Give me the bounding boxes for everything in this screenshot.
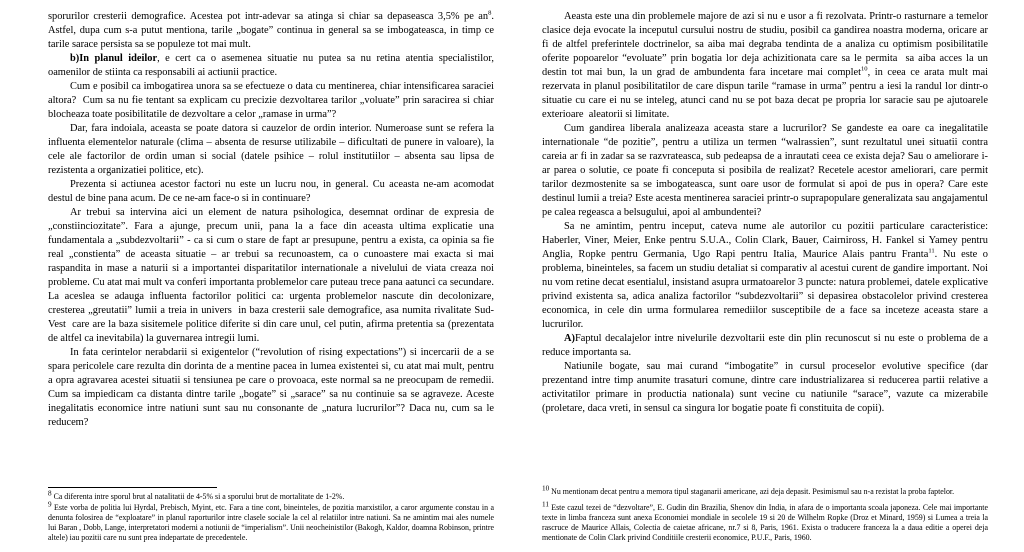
right-body-text: [542, 10, 988, 416]
text-run: , in ceea ce arata mult mai rezervata in planul posibilitatilor de care dispun tarile “ramase in urma” pentru a iesi la randul lor dintr-o situatie cu care ei nu se inteleg, atunci cand nu se pot baza decat pe propria lor saracie sau pe ajutoarele exterioare aleatorii si limitate.: [542, 66, 988, 120]
right-footnotes: [542, 484, 988, 544]
footnote-item: [48, 500, 494, 543]
paragraph: [542, 10, 988, 122]
text-run: . Nu este o problema, bineinteles, sa facem un studiu detaliat si comparativ al acestui curent de gandire important. Noi nu vom retine decat esentialul, insistand asupra urmatoarelor 3 puncte: natura problemei, datele explicative privind existenta sa, adica analiza factorilor “subdezvoltarii” si depasirea obstacolelor privind cresterea economica, in cele din urma formularea remediilor susceptibile de a face sa inceteze aceasta stare a lucrurilor.: [542, 248, 988, 330]
footnote-text: Este vorba de politia lui Hyrdal, Prebisch, Myint, etc. Fara a tine cont, bineinteles, de pozitia marxistilor, a caror argumente constau in a denunta folosirea de “exploatare” in planul raporturilor intre clasele sociale la cel al relatiilor intre natiuni. Sa ne amintim mai ales numele lui Baran , Dobb, Lange, interpretatori moderni a notiunii de “imperialism”. Unii neocheinistilor (Bakogh, Kaldor, doamna Robinson, printre altele) iau pozitii care nu sunt prea indepartate de precedentele.: [48, 503, 494, 543]
text-run: Aeasta este una din problemele majore de azi si nu e usor a fi rezolvata. Printr-o rasturnare a temelor clasice deja evocate la inceputul cursului nostru de studiu, posibil ca gandirea noastra moderna, oricare ar fi de altfel preferintele doctrinelor, sa aiba mai degraba tendinta de a analiza cu optimism posibilitatile oferite popoarelor “evoluate” prin bogatia lor deja achizitionata care sa le permita sa aiba acces la un destin tot mai bun, la un grad de ambundenta fara incetare mai complet: [542, 11, 988, 78]
footnote-ref-11: 11: [928, 247, 935, 255]
footnote-text: Nu mentionam decat pentru a memora tipul staganarii americane, azi deja depasit. Pesimismul sau n-a rezistat la proba faptelor.: [549, 487, 955, 497]
footnote-item: [48, 489, 494, 502]
paragraph: [542, 332, 988, 360]
left-body-text: [48, 10, 494, 430]
paragraph: [48, 52, 494, 80]
footnote-item: [542, 484, 988, 497]
footnote-marker: 10: [542, 484, 550, 493]
right-page-column: [512, 0, 1024, 552]
footnote-separator: [48, 487, 217, 488]
text-run: , e cert ca o asemenea situatie nu putea sa nu retina atentia specialistilor, oamenilor de stiinta ca responsabili ai actiunii practice.: [48, 52, 494, 78]
text-run: Cum gandirea liberala analizeaza aceasta stare a lucrurilor? Se gandeste ea oare ca inegalitatile internationale “de pozitie”, pentru a utiliza un termen “walrassien”, sunt rezultatul unei situatii contra careia ar fi in zadar sa se razvrateasca, sub pedeapsa de a inrautati ceea ce exista deja? Sau o ameliorare i-ar parea o solutie, ce poate fi conceputa si posibila de realizat? Recetele acestor ameliorari, care permit tarilor dezmostenite sa se imbogateasca, sunt oare usor de formulat si apoi de pus in opera? Care este destinul lumii a treia? Este acesta mentinerea saraciei printr-o suprapopulare generalizata sau angajamentul pe calea regeasca a belsugului, apoi al ambundentei?: [542, 122, 988, 218]
footnote-ref-8: 8: [488, 9, 492, 17]
footnote-item: [542, 500, 988, 543]
text-run: Faptul decalajelor intre nivelurile dezvoltarii este din plin recunoscut si nu este o problema de a reduce importanta sa.: [542, 332, 988, 358]
paragraph: [48, 10, 494, 52]
text-run: Prezenta si actiunea acestor factori nu este un lucru nou, in general. Cu aceasta ne-am acomodat destul de bine pana acum. De ce ne-am face-o si in continuare?: [48, 178, 494, 204]
footnote-marker: 9: [48, 500, 52, 509]
left-column-spacer: [48, 430, 494, 482]
footnote-ref-10: 10: [861, 65, 868, 73]
heading-run-b: b)In planul ideilor: [70, 52, 158, 64]
left-footnotes: [48, 487, 494, 544]
text-run: Cum e posibil ca imbogatirea unora sa se efectueze o data cu mentinerea, chiar intensificarea saraciei altora? Cum sa nu fie tentant sa explicam cu precizie dezvoltarea tarilor „voluate” prin saracirea si chiar blocheaza toate posibilitatile de dezvoltare a celor „ramase in urma”?: [48, 80, 494, 120]
paragraph: [48, 122, 494, 178]
heading-run-a: A): [564, 332, 575, 344]
text-run: sporurilor cresterii demografice. Acestea pot intr-adevar sa atinga si chiar sa depaseasca 3,5% pe an: [48, 11, 489, 22]
footnote-text: Este cazul tezei de “dezvoltare”, E. Gudin din Brazilia, Shenov din India, in afara de o importanta scoala japoneza. Cele mai importante texte in limba franceza sunt anexa Economiei mondiale in secolele 19 si 20 de Wilhelm Ropke (Droz et Minard, 1959) si Lumea a treia la rascruce de Maurice Allais, Colectia de caietae africane, nr.7 si 8, Paris, 1961. Exista o traducere franceza la a daua editie a operei deja mentionate de Colin Clark privind Conditiile cresterii economice, P.U.F., Paris, 1960.: [542, 503, 988, 543]
paragraph: [48, 80, 494, 122]
footnote-text: Ca diferenta intre sporul brut al natalitatii de 4-5% si a sporului brut de mortalitate de 1-2%.: [51, 492, 345, 502]
paragraph: [542, 122, 988, 220]
paragraph: [48, 206, 494, 346]
text-run: Sa ne amintim, pentru inceput, cateva nume ale autorilor cu pozitii particulare caracteristice: Haberler, Viner, Meier, Enke pentru S.U.A., Colin Clark, Bauer, Cairniross, H. Fankel si Yamey pentru Anglia, Ropke pentru Germania, Ugo Rapi pentru Italia, Maurice Alais pantru Franta: [542, 220, 988, 260]
paragraph: [48, 178, 494, 206]
text-run: Ar trebui sa intervina aici un element de natura psihologica, desemnat ordinar de expresia de „constiinciozitate”. Fara a ajunge, precum unii, pana la a face din aceasta ultima explicatie una fundamentala a „subdezvoltarii” - ca si cum o stare de fapt ar presupune, pentru a exista, ca opinia sa fie real „constienta” de aceasta situatie – ar trebui sa recunoastem, ca o cunoastere mai exacta si mai raspandita in mase a naturii si a importantei disparitatilor internationale a nivelului de viata creaza noi probleme. Cu atat mai mult va conferi importanta problemelor care puteau trece pana aatunci ca secundare. La aceslea se adauga influenta factorilor politici ca: urgenta problemelor nascute din decolonizare, cresterea „greutatii” lumii a treia in univers in baza cresterii sale demografice, asa numita rivalitate Sud- Vest care are la baza sisitemele politice diferite si din care unul, cel putin, afirma pretentia sa (prezentata de altfel ca inevitabila) la guvernarea intregii lumi.: [48, 206, 494, 344]
text-run: Dar, fara indoiala, aceasta se poate datora si cauzelor de ordin interior. Numeroase sunt se refera la influenta elementelor naturale (clima – absenta de resurse utilizabile – dificultati de punere in valoare), la cele ale factorilor de ordin uman si social (datele psihice – rolul institutiilor – absenta sau lipsa de rezistenta a organizatiei politice, etc).: [48, 122, 494, 176]
right-column-spacer: [542, 416, 988, 482]
text-run: . Astfel, dupa cum s-a putut mentiona, tarile „bogate” continua in general sa se imbogateasca, in timp ce tarile sarace persista sa se populeze tot mai mult.: [48, 11, 494, 50]
paragraph: [542, 220, 988, 332]
footnote-marker: 11: [542, 500, 549, 509]
footnote-marker: 8: [48, 489, 52, 498]
paragraph: [542, 360, 988, 416]
text-run: Natiunile bogate, sau mai curand “imbogatite” in cursul proceselor evolutive specifice (dar prezentand intre timp anumite trasaturi comune, dintre care industrializarea si reducerea partii relative a activitatilor primare in productia nationala) sunt vecine cu natiunile “sarace”, vazute ca mizerabile (proletare, daca vreti, in sensul ca singura lor bogatie poate fi constituita de copii).: [542, 360, 988, 414]
text-run: In fata cerintelor nerabdarii si exigentelor (“revolution of rising expectations”) si incercarii de a se spara pericolele care rezulta din dorinta de a mentine pacea in lumea existentei si, cu atat mai mult, pentru a opra agravarea acestei situatii si tensiunea pe care o provoaca, este normal sa ne preocupam de remedii. Cum sa impiedicam ca distanta dintre tarile „bogate” si „sarace” sa nu continuie sa se agraveze. Aceste inegalitatis economice intre natiuni sunt sau nu consonante de „natura lucrurilor”? Daca nu, cum sa le reducem?: [48, 346, 494, 428]
paragraph: [48, 346, 494, 430]
